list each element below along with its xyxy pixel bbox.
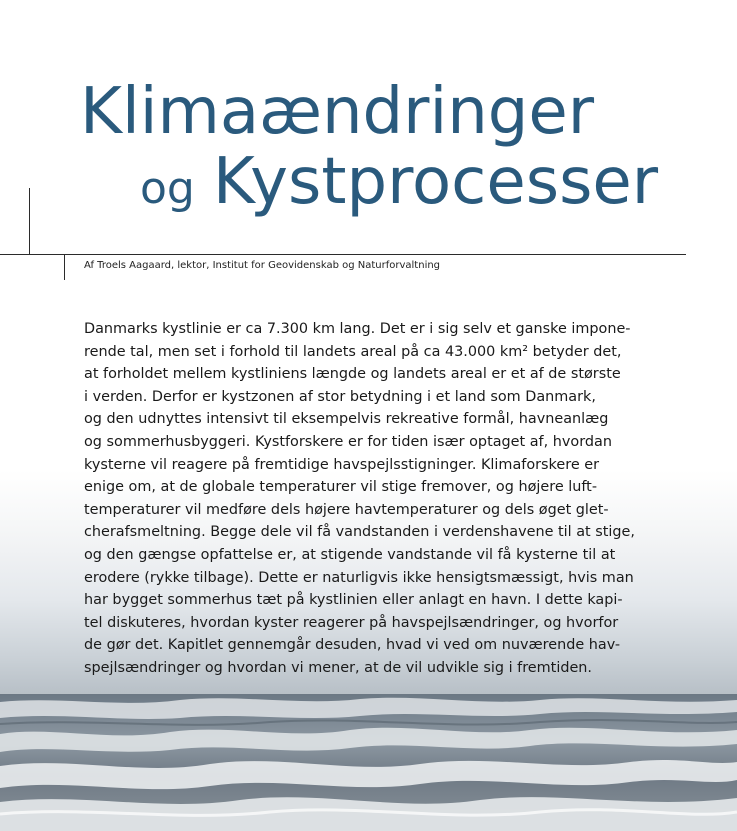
title-line-2 bbox=[140, 145, 659, 219]
sea-waves-photo bbox=[0, 694, 737, 831]
title-main-word: Kystprocesser bbox=[212, 145, 659, 219]
body-line: Danmarks kystlinie er ca 7.300 km lang. Det er i sig selv et ganske impone- bbox=[84, 321, 631, 337]
vertical-rule-bottom bbox=[64, 254, 65, 280]
body-line: temperaturer vil medføre dels højere havtemperaturer og dels øget glet- bbox=[84, 501, 609, 518]
body-paragraph bbox=[84, 318, 654, 680]
body-line: og den udnyttes intensivt til eksempelvis rekreative formål, havneanlæg bbox=[84, 411, 609, 428]
body-line: de gør det. Kapitlet gennemgår desuden, hvad vi ved om nuværende hav- bbox=[84, 637, 621, 654]
title-line-1: Klimaændringer bbox=[80, 75, 595, 149]
body-line: at forholdet mellem kystliniens længde og landets areal er et af de største bbox=[84, 366, 621, 383]
body-line: rende tal, men set i forhold til landets areal på ca 43.000 km² betyder det, bbox=[84, 343, 622, 360]
body-line: cherafsmeltning. Begge dele vil få vandstanden i verdenshavene til at stige, bbox=[84, 524, 635, 541]
body-line: tel diskuteres, hvordan kyster reagerer på havspejlsændringer, og hvorfor bbox=[84, 614, 619, 631]
body-line: erodere (rykke tilbage). Dette er naturligvis ikke hensigtsmæssigt, hvis man bbox=[84, 569, 634, 586]
body-line: kysterne vil reagere på fremtidige havspejlsstigninger. Klimaforskere er bbox=[84, 456, 600, 473]
vertical-rule-top bbox=[29, 188, 30, 254]
horizontal-rule bbox=[0, 254, 686, 255]
body-line: og sommerhusbyggeri. Kystforskere er for tiden især optaget af, hvordan bbox=[84, 433, 612, 450]
body-line: og den gængse opfattelse er, at stigende vandstande vil få kysterne til at bbox=[84, 546, 616, 563]
body-line: har bygget sommerhus tæt på kystlinien eller anlagt en havn. I dette kapi- bbox=[84, 592, 623, 609]
body-line: spejlsændringer og hvordan vi mener, at de vil udvikle sig i fremtiden. bbox=[84, 659, 593, 676]
body-line: enige om, at de globale temperaturer vil stige fremover, og højere luft- bbox=[84, 479, 598, 496]
body-line: i verden. Derfor er kystzonen af stor betydning i et land som Danmark, bbox=[84, 388, 596, 405]
author-byline: Af Troels Aagaard, lektor, Institut for Geovidenskab og Naturforvaltning bbox=[84, 260, 441, 271]
title-connector: og bbox=[140, 163, 195, 214]
